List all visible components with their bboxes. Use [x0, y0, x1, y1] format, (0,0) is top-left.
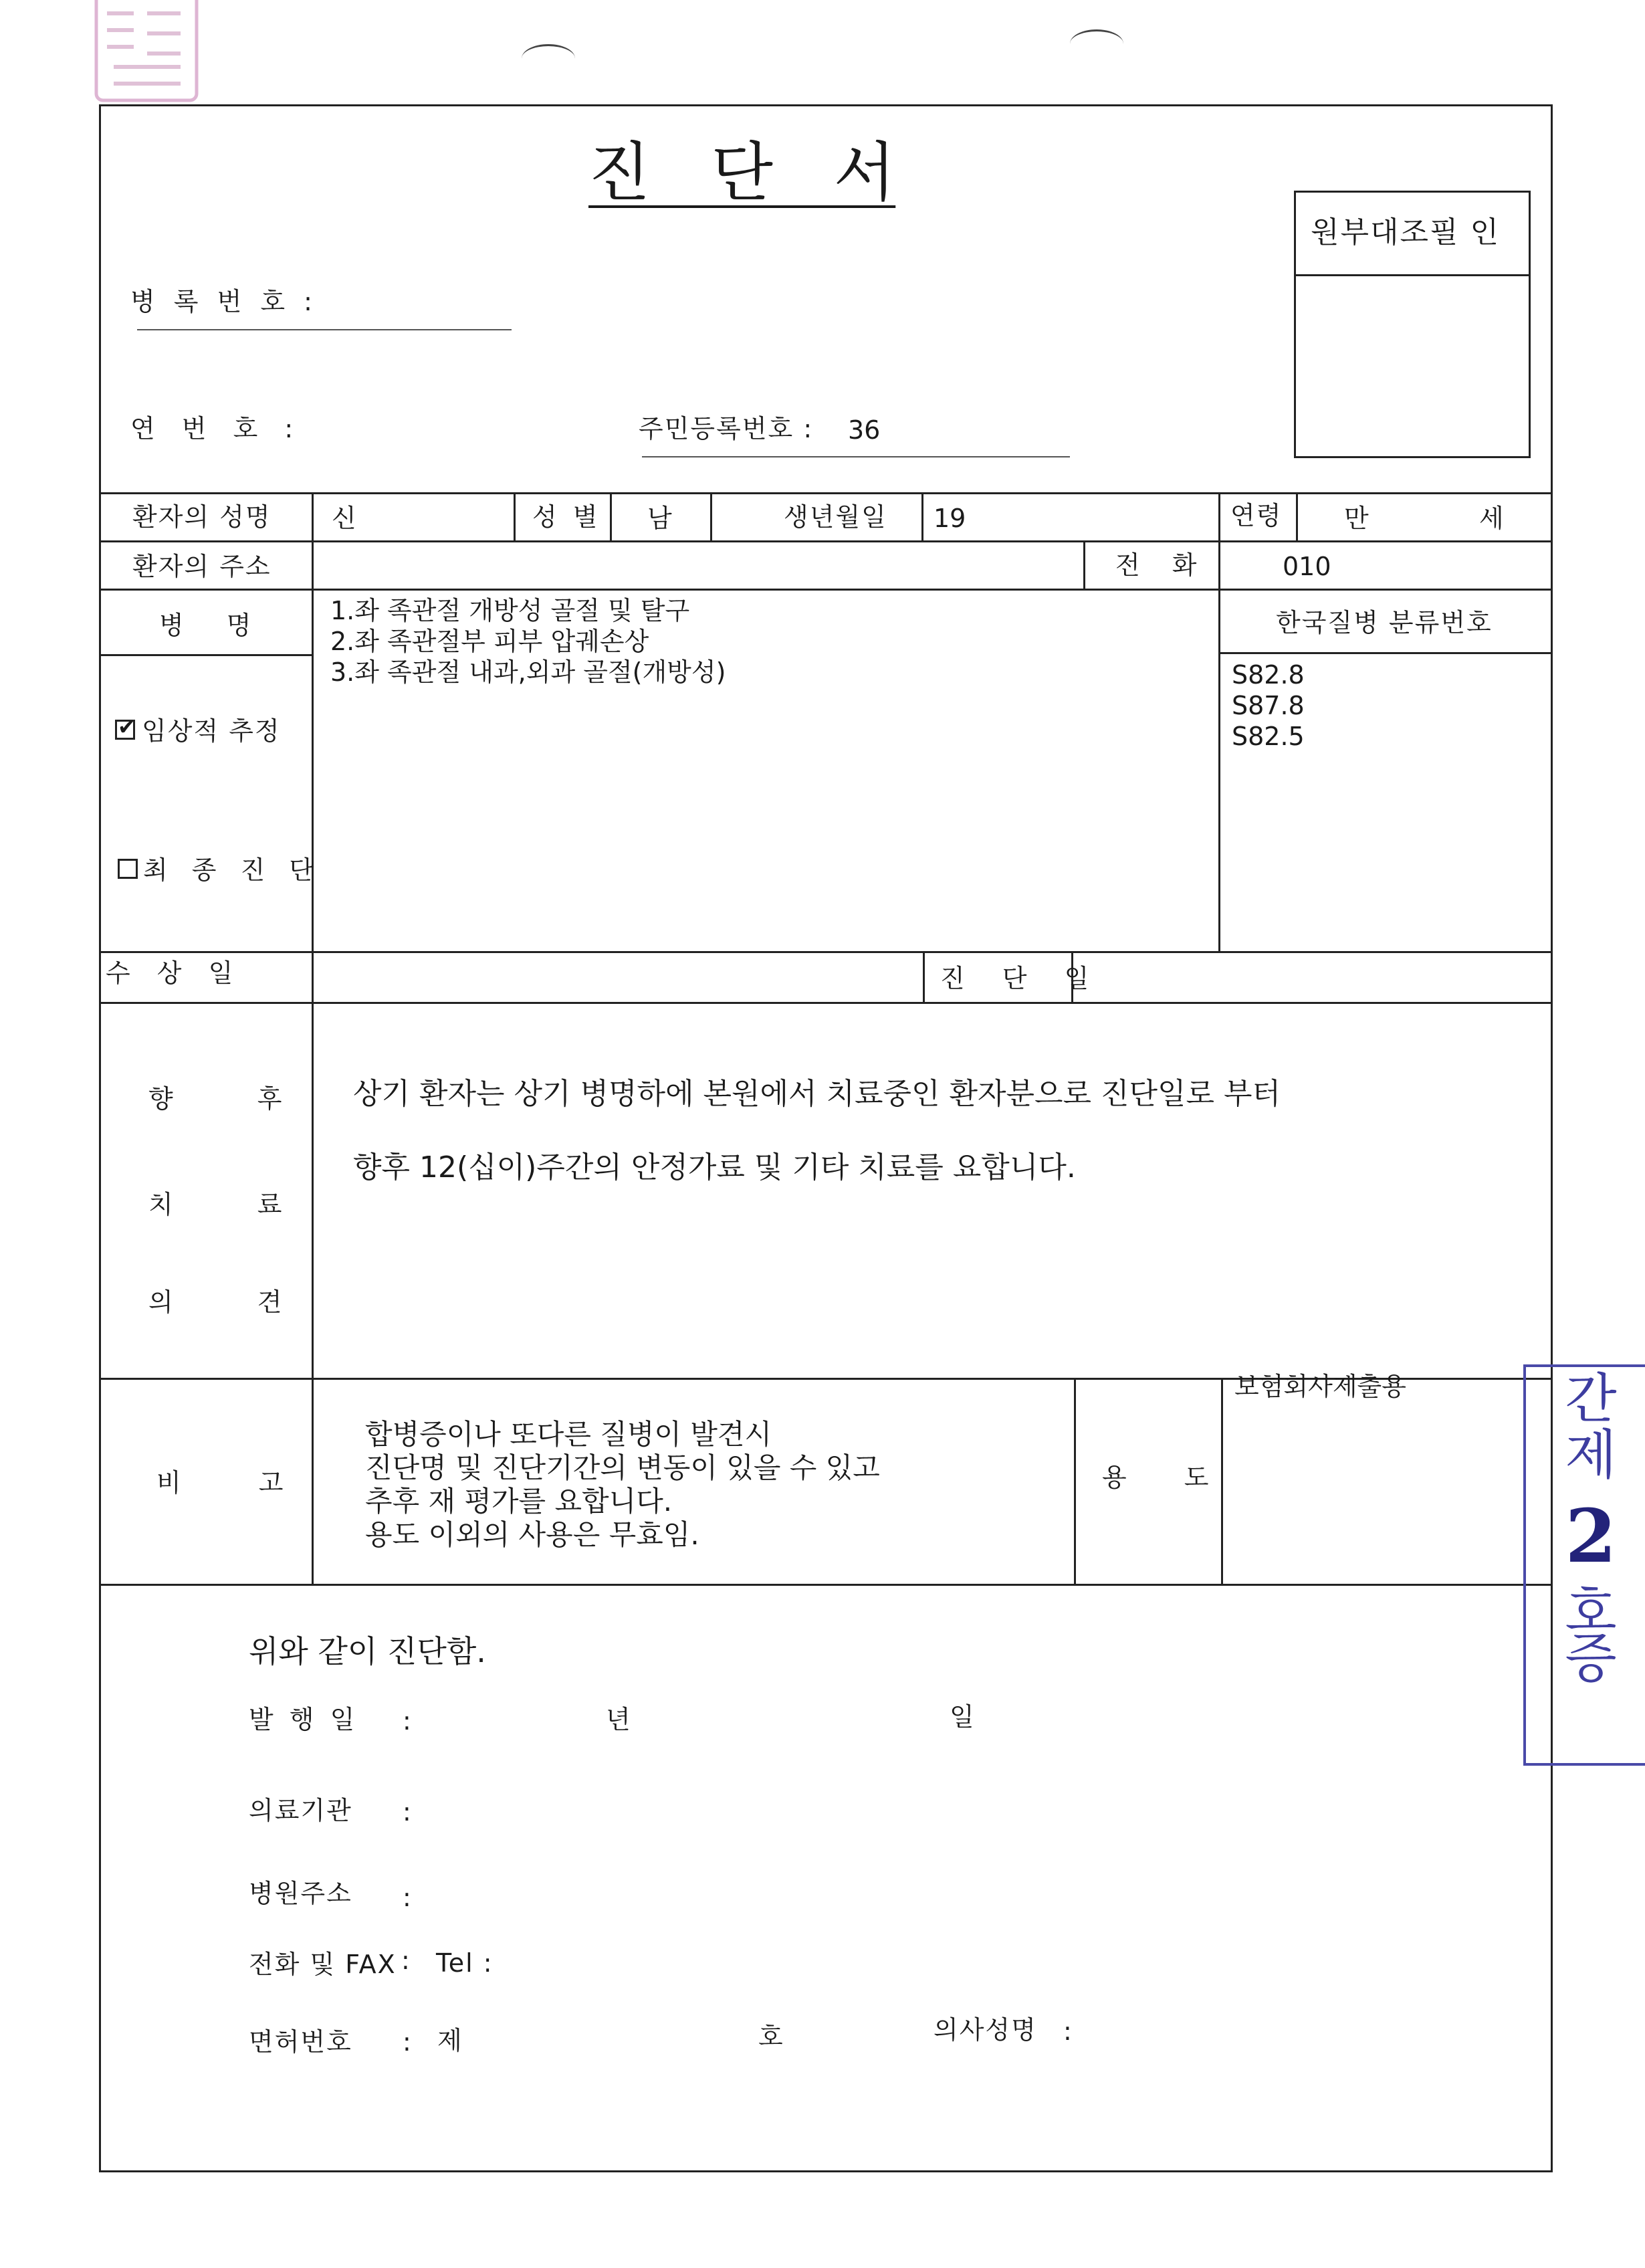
approval-box: [1294, 191, 1531, 458]
col-line-sexval-r: [710, 492, 712, 540]
phone-fax-label: 전화 및 FAX: [249, 1950, 397, 1979]
opinion-label-3: 의 견: [148, 1287, 284, 1317]
col-line-age-r: [1296, 492, 1298, 540]
issue-year-label: 년: [606, 1705, 632, 1734]
record-no-underline: [137, 329, 512, 330]
stamp-char-5: 증: [1565, 1627, 1617, 1689]
opinion-label-1: 향 후: [148, 1084, 284, 1114]
resident-no-underline: [642, 456, 1070, 457]
kcd-code-3: S82.5: [1232, 722, 1305, 751]
clinical-estimate-label: 임상적 추정: [142, 716, 281, 746]
license-colon: :: [403, 2027, 413, 2057]
usage-value: 보험회사제출용: [1234, 1372, 1406, 1401]
doctor-name-label: 의사성명: [934, 2015, 1037, 2045]
hospital-address-label: 병원주소: [249, 1879, 352, 1908]
phone-value: 010: [1283, 552, 1331, 581]
remarks-line-4: 용도 이외의 사용은 무효임.: [365, 1518, 699, 1551]
remarks-line-3: 추후 재 평가를 요합니다.: [365, 1485, 673, 1518]
doctor-name-colon: :: [1063, 2017, 1073, 2046]
remarks-line-2: 진단명 및 진단기간의 변동이 있을 수 있고: [365, 1451, 880, 1484]
birth-label: 생년월일: [784, 502, 887, 532]
certificate-number-stamp: [1523, 1364, 1645, 1766]
kcd-code-2: S87.8: [1232, 691, 1305, 720]
phone-label: 전 화: [1115, 550, 1209, 580]
diagnosis-item-3: 3.좌 족관절 내과,외과 골절(개방성): [330, 657, 726, 687]
row-line-1: [99, 540, 1553, 542]
row-line-3a: [99, 654, 312, 656]
disease-label: 병 명: [159, 611, 269, 640]
col-line-phone-l: [1083, 540, 1085, 589]
col-line-sex-l: [514, 492, 516, 540]
col-line-usage-r: [1221, 1378, 1223, 1584]
col-line-right-block: [1218, 492, 1220, 951]
license-prefix: 제: [437, 2026, 463, 2055]
patient-name-label: 환자의 성명: [132, 502, 271, 532]
row-line-5: [99, 1002, 1553, 1004]
remarks-label: 비 고: [156, 1468, 285, 1498]
institution-label: 의료기관: [249, 1796, 352, 1825]
sex-value: 남: [647, 504, 672, 533]
hospital-address-colon: :: [403, 1883, 413, 1912]
col-line-sex-r: [610, 492, 612, 540]
address-label: 환자의 주소: [132, 552, 271, 581]
diagnosis-date-label: 진 단 일: [940, 964, 1104, 993]
diagnosis-item-2: 2.좌 족관절부 피부 압궤손상: [330, 627, 649, 656]
resident-no-label: 주민등록번호 :: [639, 414, 814, 443]
injury-date-label: 수 상 일: [106, 958, 243, 988]
col-line-usage-l: [1074, 1378, 1076, 1584]
corner-seal-mark: [94, 0, 201, 107]
issue-date-label: 발 행 일: [249, 1705, 359, 1734]
clinical-estimate-checkbox[interactable]: [115, 714, 136, 740]
license-suffix: 호: [758, 2022, 784, 2051]
stamp-number: 2: [1565, 1493, 1617, 1579]
remarks-line-1: 합병증이나 또다른 질병이 발견시: [365, 1418, 772, 1451]
label-col-line: [312, 492, 314, 1584]
row-line-4: [99, 951, 1553, 953]
issue-day-label: 일: [950, 1702, 976, 1732]
resident-no-value: 36: [848, 415, 881, 445]
kcd-code-1: S82.8: [1232, 660, 1305, 690]
license-label: 면허번호: [249, 2027, 352, 2057]
approval-box-label: 원부대조필 인: [1311, 215, 1501, 249]
diagnosis-item-1: 1.좌 족관절 개방성 골절 및 탈구: [330, 596, 690, 625]
row-line-2: [99, 589, 1553, 591]
usage-label: 용 도: [1102, 1463, 1210, 1492]
check-mark-icon: ✔: [118, 714, 136, 740]
document-title: 진 단 서: [588, 135, 896, 210]
age-unit: 세: [1479, 504, 1504, 533]
final-diagnosis-label: 최 종 진 단: [143, 855, 322, 885]
opinion-line-2: 향후 12(십이)주간의 안정가료 및 기타 치료를 요합니다.: [353, 1150, 1076, 1184]
issue-colon: :: [403, 1706, 413, 1736]
statement: 위와 같이 진단함.: [249, 1633, 486, 1669]
stamp-char-4: 호: [1565, 1580, 1617, 1643]
tel-label: Tel :: [436, 1948, 494, 1978]
col-line-diagdate-l: [923, 951, 925, 1002]
patient-name-value: 신: [332, 504, 356, 533]
age-value: 만: [1344, 504, 1369, 533]
birth-value: 19: [934, 504, 966, 533]
kcd-label: 한국질병 분류번호: [1276, 608, 1493, 637]
col-line-birth-r: [921, 492, 923, 540]
record-no-label: 병 록 번 호 :: [130, 287, 318, 316]
row-line-7: [99, 1584, 1553, 1586]
stamp-char-1: 간: [1565, 1368, 1617, 1430]
institution-colon: :: [403, 1797, 413, 1827]
row-line-3b: [1218, 652, 1553, 654]
stamp-char-2: 제: [1565, 1424, 1617, 1486]
opinion-line-1: 상기 환자는 상기 병명하에 본원에서 치료중인 환자분으로 진단일로 부터: [353, 1077, 1281, 1111]
punch-hole-right: [1070, 29, 1123, 58]
opinion-label-2: 치 료: [148, 1190, 284, 1219]
phone-fax-colon: :: [401, 1946, 411, 1975]
sex-label: 성 별: [532, 502, 602, 532]
final-diagnosis-checkbox[interactable]: [118, 859, 138, 879]
table-top-line: [99, 492, 1553, 494]
punch-hole-left: [522, 44, 575, 73]
age-label: 연령: [1230, 501, 1283, 530]
serial-no-label: 연 번 호 :: [130, 414, 303, 443]
